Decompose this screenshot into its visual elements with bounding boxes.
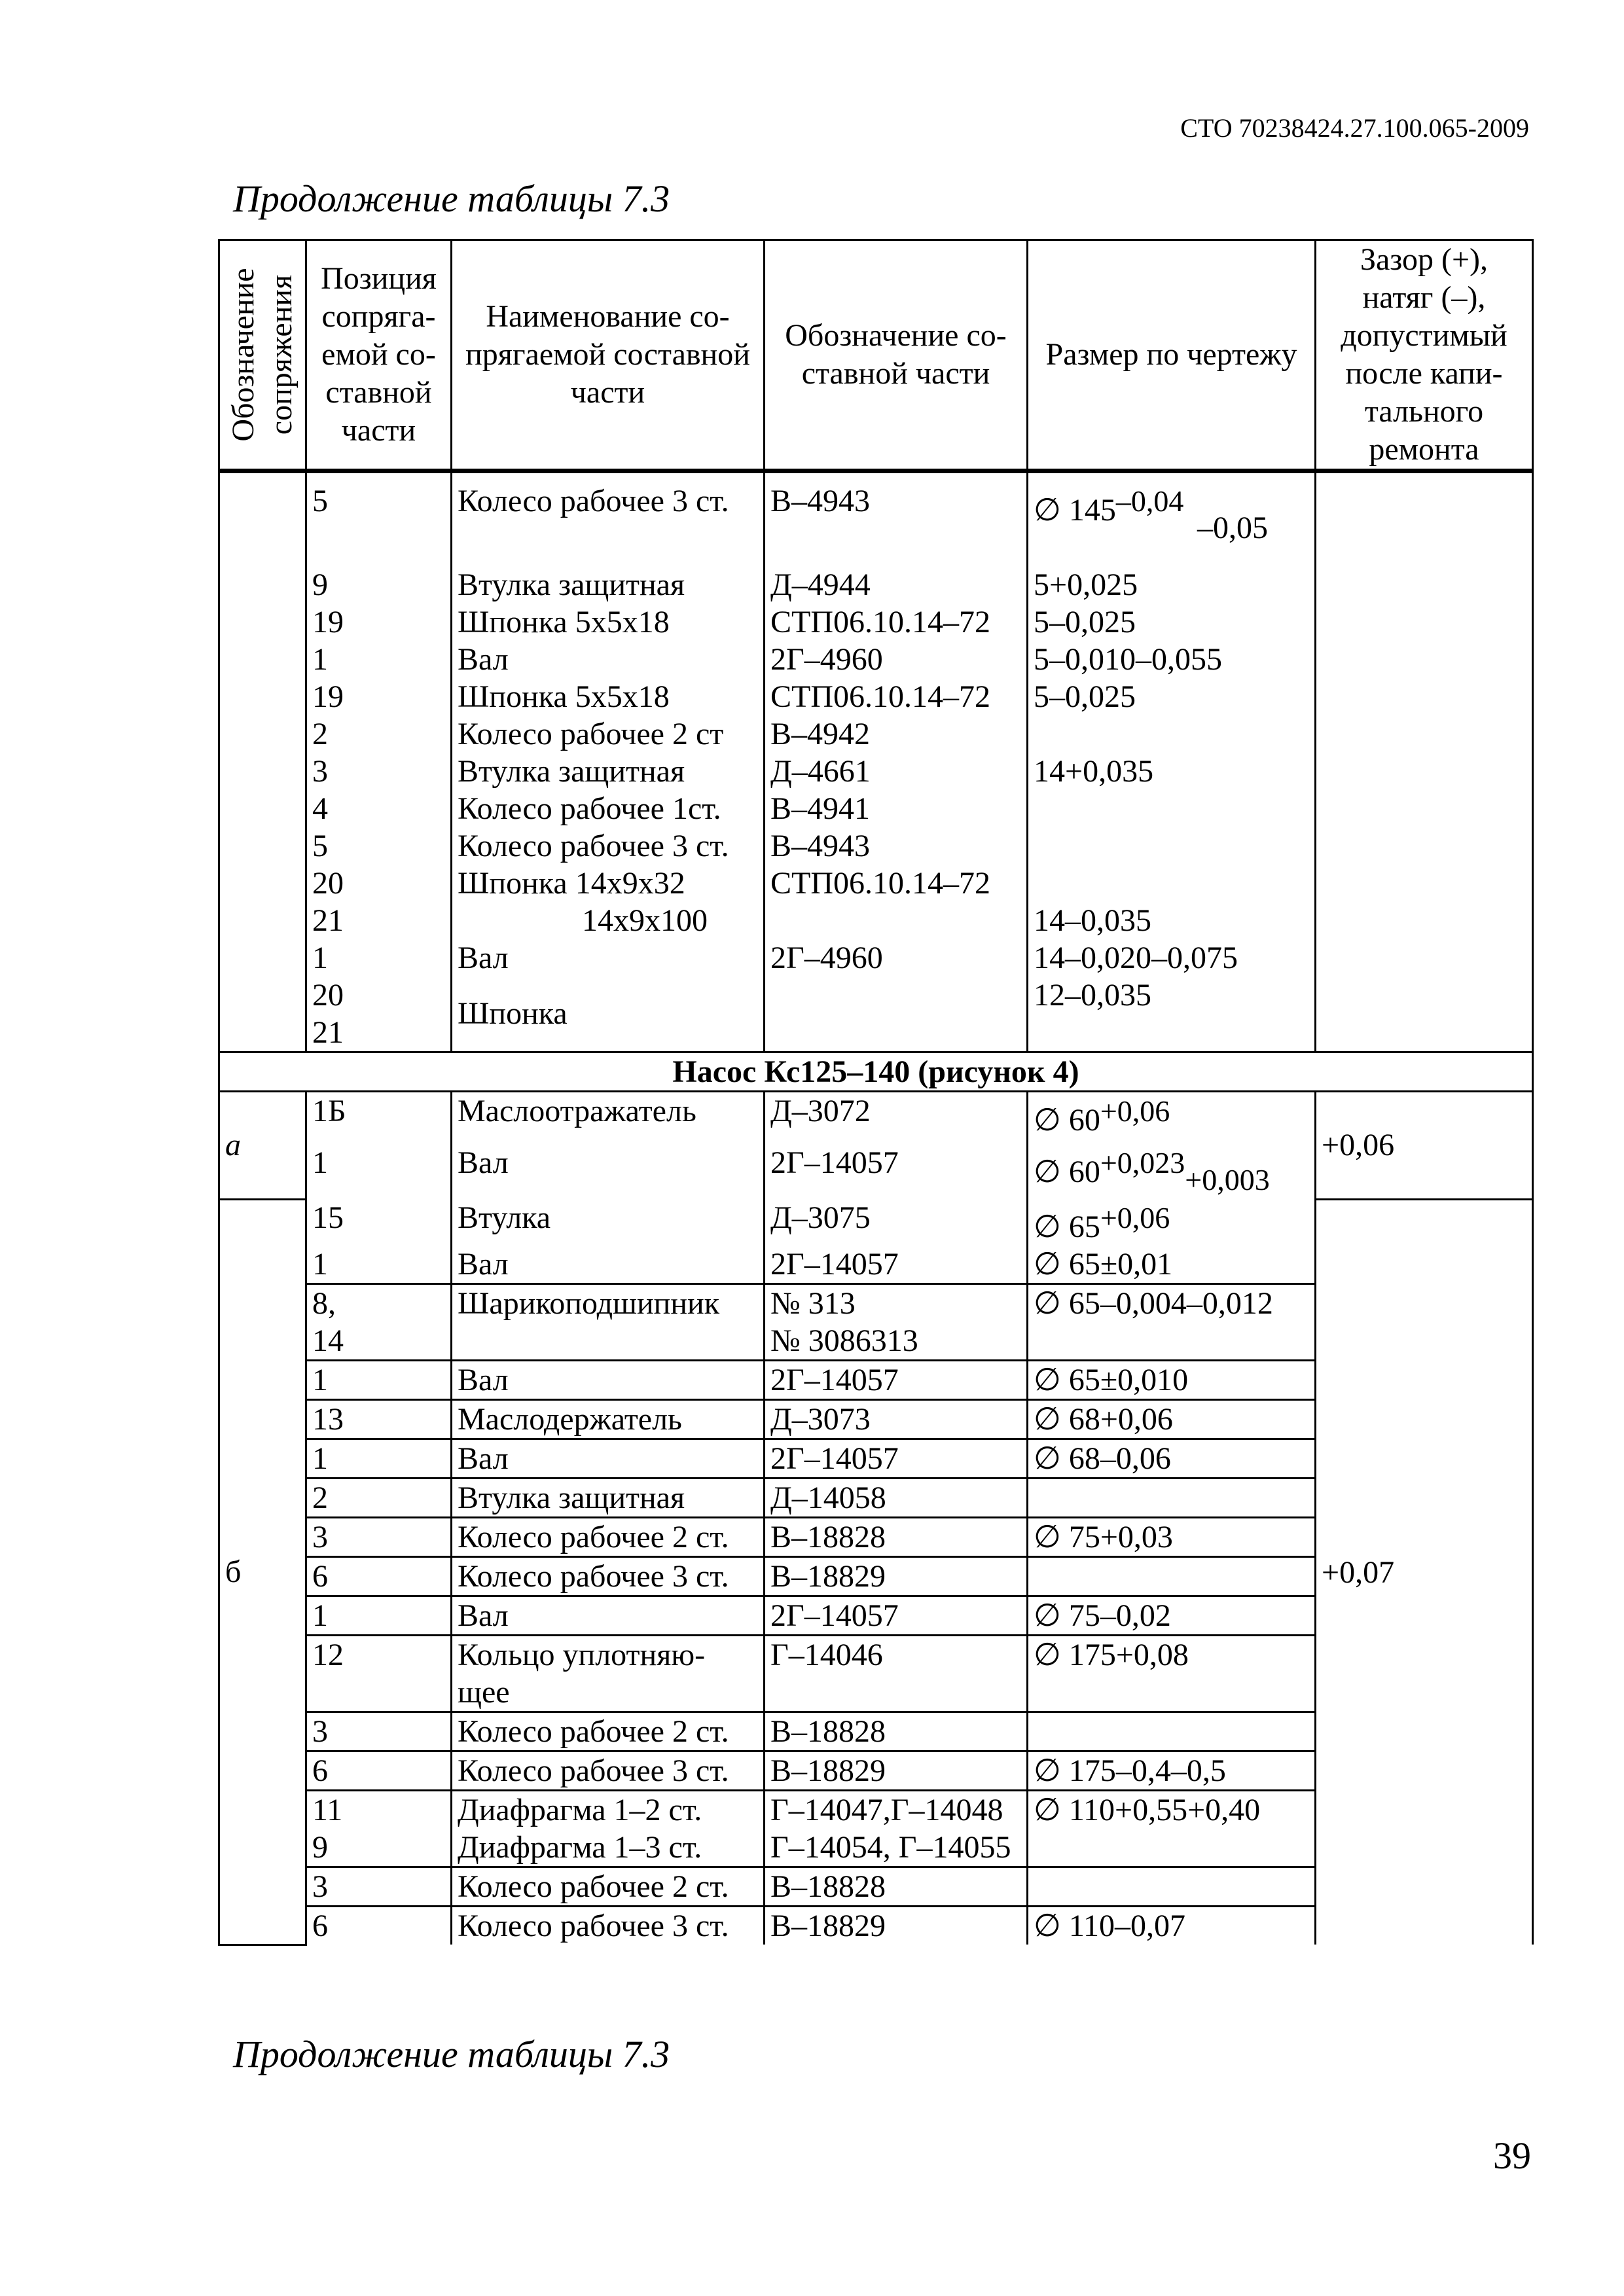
gap-cell [1316, 471, 1533, 1052]
size-cell: ∅ 175+0,08 [1028, 1636, 1316, 1712]
name-cell: Кольцо уплотняю- щее [452, 1636, 765, 1712]
part-cell: 2Г–14057 [765, 1361, 1028, 1400]
name-cell: Вал [452, 1596, 765, 1636]
name-cell: Колесо рабочее 2 ст. [452, 1712, 765, 1751]
header-position: Позиция сопряга-емой со-ставной части [306, 240, 452, 471]
size-cell: ∅ 65±0,01 [1028, 1246, 1316, 1284]
page-number: 39 [1493, 2134, 1531, 2177]
gap-a: +0,06 [1316, 1092, 1533, 1200]
position-cell: 3 [306, 1712, 452, 1751]
part-cell: В–18829 [765, 1557, 1028, 1596]
size-cell: ∅ 110+0,55+0,40 [1028, 1791, 1316, 1867]
position-cell: 8, 14 [306, 1284, 452, 1361]
name-cell: Колесо рабочее 3 ст. [452, 1557, 765, 1596]
part-cell: В–18828 [765, 1867, 1028, 1907]
name-cell: Вал [452, 1246, 765, 1284]
size-cell: ∅ 65+0,06 [1028, 1199, 1316, 1246]
designation-b: б [219, 1199, 306, 1945]
name-cell: Колесо рабочее 2 ст. [452, 1518, 765, 1557]
table-row [219, 1092, 1533, 1139]
part-cell: В–18829 [765, 1751, 1028, 1791]
position-cell: 3 [306, 1867, 452, 1907]
part-cell: Д–3072 [765, 1092, 1028, 1139]
size-cell: ∅ 65±0,010 [1028, 1361, 1316, 1400]
position-cell: 3 [306, 1518, 452, 1557]
header-gap: Зазор (+), натяг (–), допустимый после капи-тального ремонта [1316, 240, 1533, 471]
size-list: 5+0,025 5–0,025 5–0,010–0,055 5–0,025 14+0,035 14–0,035 14–0,020–0,075 12–0,035 [1028, 566, 1316, 1052]
position-cell: 1 [306, 1139, 452, 1199]
size-cell [1028, 1479, 1316, 1518]
part-cell: В–4943 [765, 471, 1028, 567]
part-cell: В–18828 [765, 1712, 1028, 1751]
part-cell: 2Г–14057 [765, 1596, 1028, 1636]
designation-a: а [219, 1092, 306, 1200]
table-row [219, 1199, 1533, 1246]
table-row [219, 471, 1533, 567]
part-cell: Г–14046 [765, 1636, 1028, 1712]
name-cell: Вал [452, 1139, 765, 1199]
part-cell: Г–14047,Г–14048 Г–14054, Г–14055 [765, 1791, 1028, 1867]
position-cell: 1 [306, 1246, 452, 1284]
section-title: Насос Кс125–140 (рисунок 4) [219, 1052, 1533, 1092]
document-number: СТО 70238424.27.100.065-2009 [1180, 113, 1529, 143]
position-cell: 1 [306, 1361, 452, 1400]
position-cell: 11 9 [306, 1791, 452, 1867]
section-row [219, 1052, 1533, 1092]
position-cell: 1 [306, 1596, 452, 1636]
part-cell: Д–3075 [765, 1199, 1028, 1246]
position-cell: 12 [306, 1636, 452, 1712]
part-cell: 2Г–14057 [765, 1439, 1028, 1479]
size-cell [1028, 1712, 1316, 1751]
position-cell: 5 [306, 471, 452, 567]
part-cell: 2Г–14057 [765, 1139, 1028, 1199]
mating-parts-table [218, 239, 1534, 1946]
position-cell: 1Б [306, 1092, 452, 1139]
position-cell: 2 [306, 1479, 452, 1518]
part-cell: В–18828 [765, 1518, 1028, 1557]
header-drawing-size: Размер по чертежу [1028, 240, 1316, 471]
name-cell: Колесо рабочее 3 ст. [452, 471, 765, 567]
position-cell: 13 [306, 1400, 452, 1439]
size-cell: ∅ 75+0,03 [1028, 1518, 1316, 1557]
table-header-row [219, 240, 1533, 471]
size-cell: ∅ 175–0,4–0,5 [1028, 1751, 1316, 1791]
part-cell: Д–14058 [765, 1479, 1028, 1518]
position-cell: 15 [306, 1199, 452, 1246]
size-cell: ∅ 75–0,02 [1028, 1596, 1316, 1636]
header-name: Наименование со-прягаемой составной части [452, 240, 765, 471]
part-cell: В–18829 [765, 1907, 1028, 1945]
position-cell: 1 [306, 1439, 452, 1479]
name-cell: Вал [452, 1439, 765, 1479]
position-list: 9 19 1 19 2 3 4 5 20 21 1 20 21 [306, 566, 452, 1052]
table-caption-bottom: Продолжение таблицы 7.3 [233, 2033, 670, 2075]
part-cell: Д–3073 [765, 1400, 1028, 1439]
size-cell [1028, 1557, 1316, 1596]
name-list: Втулка защитная Шпонка 5х5х18 Вал Шпонка 5х5х18 Колесо рабочее 2 ст Втулка защитная Колесо рабочее 1ст. Колесо рабочее 3 ст. Шпонка 14х9х32 14х9х100 Вал Шпонка [452, 566, 765, 1052]
designation-cell [219, 471, 306, 1052]
table-caption-top: Продолжение таблицы 7.3 [233, 177, 670, 220]
position-cell: 6 [306, 1557, 452, 1596]
part-list: Д–4944 СТП06.10.14–72 2Г–4960 СТП06.10.14–72 В–4942 Д–4661 В–4941 В–4943 СТП06.10.14–72 2Г–4960 [765, 566, 1028, 1052]
position-cell: 6 [306, 1751, 452, 1791]
position-cell: 6 [306, 1907, 452, 1945]
name-cell: Втулка защитная [452, 1479, 765, 1518]
header-designation: Обозначение сопряжения [219, 240, 306, 471]
size-cell: ∅ 60+0,023+0,003 [1028, 1139, 1316, 1199]
size-cell: ∅ 68–0,06 [1028, 1439, 1316, 1479]
header-part-designation: Обозначение со-ставной части [765, 240, 1028, 471]
name-cell: Колесо рабочее 3 ст. [452, 1907, 765, 1945]
size-cell [1028, 1867, 1316, 1907]
name-cell: Вал [452, 1361, 765, 1400]
name-cell: Маслодержатель [452, 1400, 765, 1439]
name-cell: Колесо рабочее 2 ст. [452, 1867, 765, 1907]
size-cell: ∅ 68+0,06 [1028, 1400, 1316, 1439]
size-cell: ∅ 145–0,04 –0,05 [1028, 471, 1316, 567]
name-cell: Диафрагма 1–2 ст. Диафрагма 1–3 ст. [452, 1791, 765, 1867]
size-cell: ∅ 65–0,004–0,012 [1028, 1284, 1316, 1361]
name-cell: Втулка [452, 1199, 765, 1246]
part-cell: № 313 № 3086313 [765, 1284, 1028, 1361]
size-cell: ∅ 60+0,06 [1028, 1092, 1316, 1139]
name-cell: Маслоотражатель [452, 1092, 765, 1139]
gap-b: +0,07 [1316, 1199, 1533, 1945]
size-cell: ∅ 110–0,07 [1028, 1907, 1316, 1945]
part-cell: 2Г–14057 [765, 1246, 1028, 1284]
name-cell: Колесо рабочее 3 ст. [452, 1751, 765, 1791]
name-cell: Шарикоподшипник [452, 1284, 765, 1361]
